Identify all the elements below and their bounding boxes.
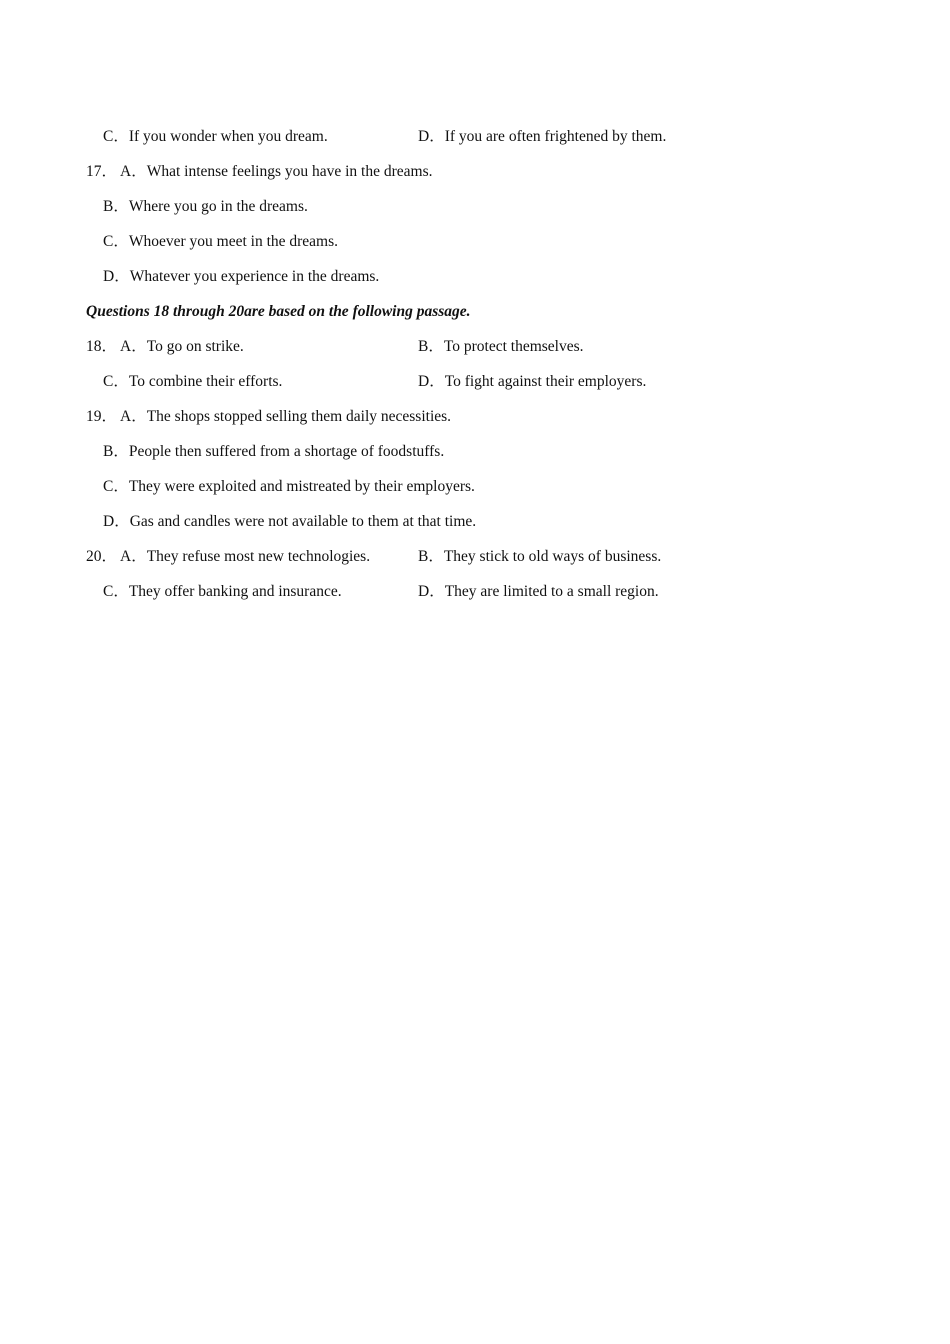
q19-option-b: B．People then suffered from a shortage of foodstuffs. <box>103 443 445 460</box>
q18-option-a: A．To go on strike. <box>120 338 244 355</box>
q18-option-b: B．To protect themselves. <box>418 338 584 355</box>
q20-number: 20． <box>86 548 118 565</box>
q19-option-a: A．The shops stopped selling them daily necessities. <box>120 408 452 425</box>
q20-option-b: B．They stick to old ways of business. <box>418 548 662 565</box>
q17-option-a: A．What intense feelings you have in the dreams. <box>120 163 433 180</box>
q18-option-c: C．To combine their efforts. <box>103 373 283 390</box>
q19-option-d: D．Gas and candles were not available to them at that time. <box>103 513 477 530</box>
q20-option-c: C．They offer banking and insurance. <box>103 583 342 600</box>
q20-option-d: D．They are limited to a small region. <box>418 583 659 600</box>
q16-option-d: D．If you are often frightened by them. <box>418 128 667 145</box>
q18-number: 18． <box>86 338 118 355</box>
q16-option-c: C．If you wonder when you dream. <box>103 128 328 145</box>
q19-number: 19． <box>86 408 118 425</box>
q17-number: 17． <box>86 163 118 180</box>
section-heading: Questions 18 through 20are based on the following passage. <box>86 303 471 320</box>
q19-option-c: C．They were exploited and mistreated by their employers. <box>103 478 475 495</box>
q17-option-d: D．Whatever you experience in the dreams. <box>103 268 380 285</box>
q17-option-b: B．Where you go in the dreams. <box>103 198 308 215</box>
q20-option-a: A．They refuse most new technologies. <box>120 548 371 565</box>
q18-option-d: D．To fight against their employers. <box>418 373 647 390</box>
q17-option-c: C．Whoever you meet in the dreams. <box>103 233 339 250</box>
